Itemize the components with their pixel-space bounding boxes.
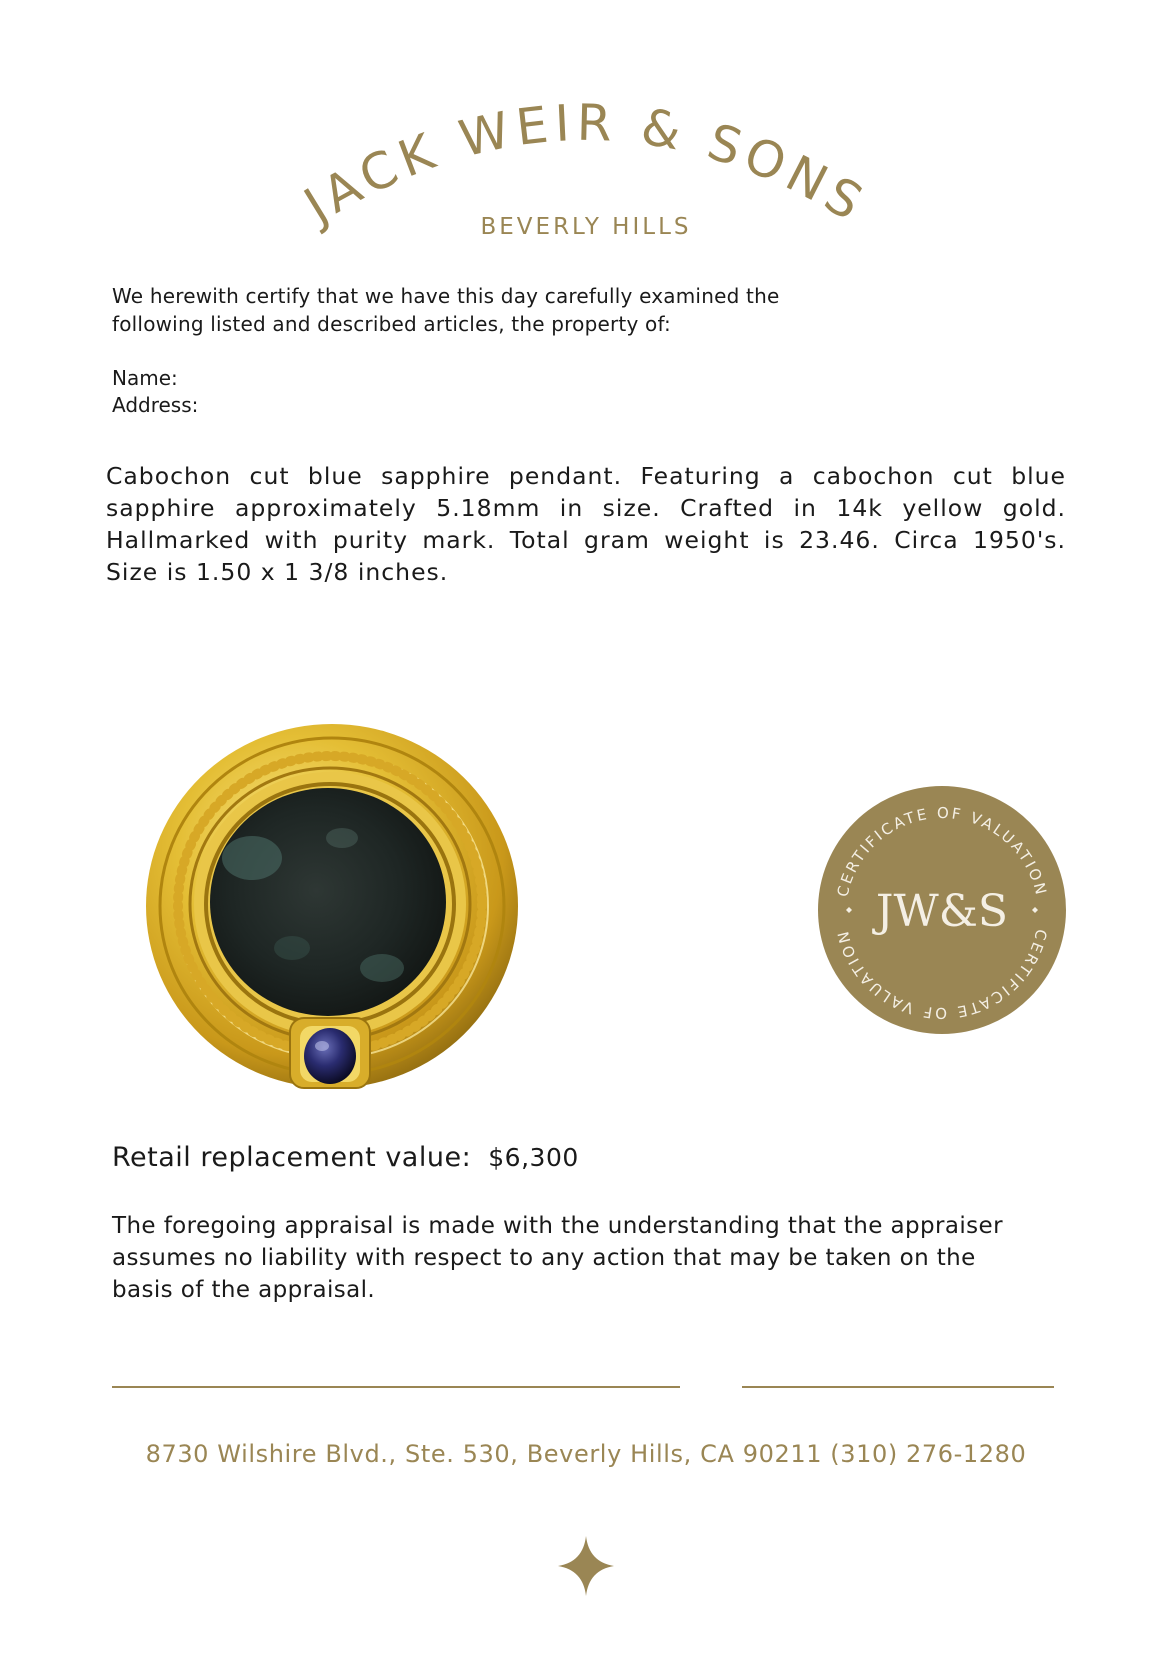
seal-monogram: JW&S: [875, 886, 1009, 937]
four-point-star-icon: [556, 1534, 616, 1598]
signature-line-right: [742, 1386, 1054, 1388]
retail-value: $6,300: [488, 1143, 579, 1172]
retail-replacement: [112, 1140, 579, 1176]
seal-ring-text-top: CERTIFICATE OF VALUATION: [833, 803, 1051, 899]
certification-intro: We herewith certify that we have this day carefully examined the following listed and described articles, the property of:: [112, 284, 780, 336]
brand-name: JACK WEIR & SONS: [294, 93, 877, 235]
brand-location: BEVERLY HILLS: [480, 214, 692, 240]
item-description: Cabochon cut blue sapphire pendant. Featuring a cabochon cut blue sapphire approximately 5.18mm in size. Crafted in 14k yellow gold. Hallmarked with purity mark. Total gram weight is 23.46. Circa 1950's. Size is 1.50 x 1 3/8 inches.: [106, 462, 1066, 586]
name-label: Name:: [112, 366, 178, 390]
pendant-photo: [142, 718, 522, 1110]
address-label: Address:: [112, 393, 199, 417]
signature-line-left: [112, 1386, 680, 1388]
footer-address: 8730 Wilshire Blvd., Ste. 530, Beverly Hills, CA 90211 (310) 276-1280: [145, 1440, 1027, 1468]
retail-label: Retail replacement value:: [112, 1142, 472, 1173]
seal-ring-text-bottom: CERTIFICATE OF VALUATION: [833, 927, 1051, 1023]
brand-logo: [286, 70, 886, 250]
certificate-seal: [816, 784, 1068, 1036]
appraisal-disclaimer: The foregoing appraisal is made with the understanding that the appraiser assumes no liability with respect to any action that may be taken on the basis of the appraisal.: [112, 1213, 1003, 1303]
